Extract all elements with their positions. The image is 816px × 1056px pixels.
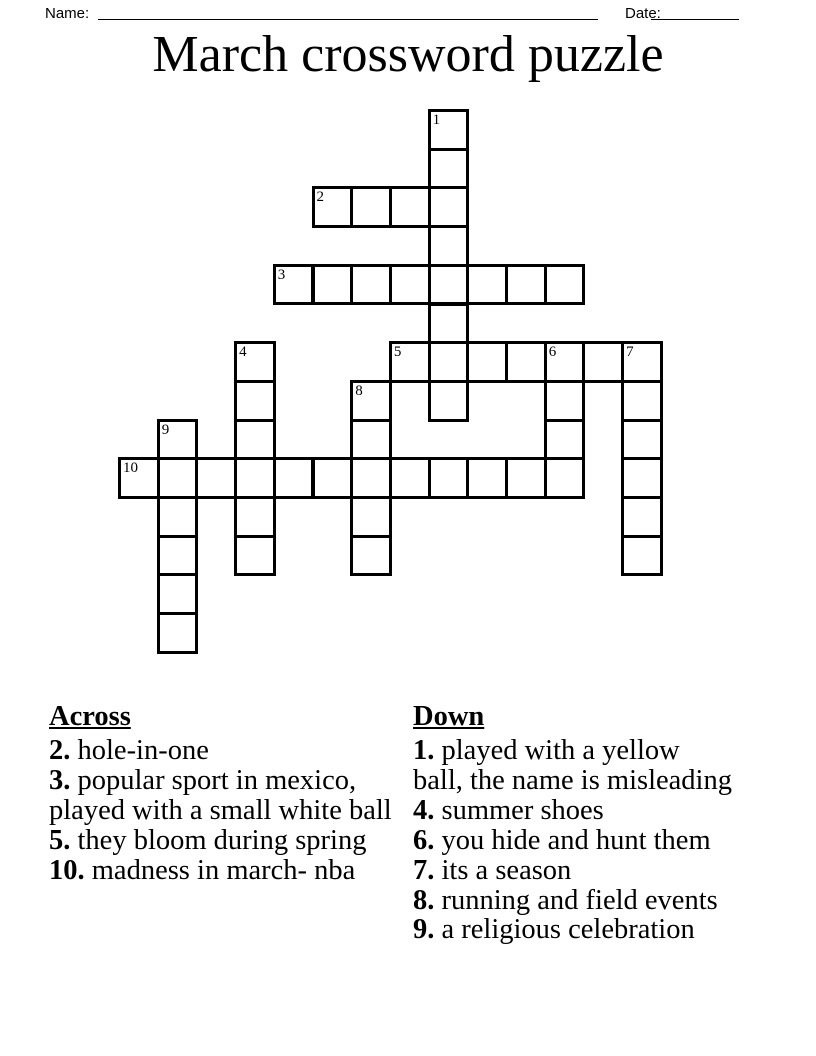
crossword-grid [118,109,678,669]
page-title: March crossword puzzle [152,26,664,83]
grid-cell[interactable] [389,341,431,383]
clue-item [49,856,403,886]
grid-cell[interactable] [466,341,508,383]
clue-item [413,856,773,886]
grid-cell[interactable] [544,457,586,499]
grid-cell[interactable] [428,148,470,190]
grid-cell[interactable] [466,264,508,306]
date-label: Date: [625,5,661,22]
grid-cell[interactable] [428,341,470,383]
clue-text-line: played with a small white ball [49,794,392,826]
cell-number: 6 [548,344,557,361]
across-clues-list [49,736,403,886]
grid-cell[interactable] [428,109,470,151]
grid-cell[interactable] [621,419,663,461]
clue-number: 8. [413,884,435,916]
name-input-line[interactable] [98,19,598,20]
grid-cell[interactable] [350,380,392,422]
grid-cell[interactable] [157,419,199,461]
clue-number: 6. [413,824,435,856]
grid-cell[interactable] [157,496,199,538]
clue-item [413,915,773,945]
grid-cell[interactable] [544,419,586,461]
grid-cell[interactable] [157,612,199,654]
clue-text-line: 1. played with a yellow [413,735,680,766]
down-heading: Down [413,701,485,732]
clue-item [49,826,403,856]
clue-number: 5. [49,824,71,856]
clue-item [413,736,773,796]
clue-number: 10. [49,854,85,886]
down-clues-section [413,700,773,945]
grid-cell[interactable] [544,264,586,306]
grid-cell[interactable] [505,457,547,499]
grid-cell[interactable] [350,457,392,499]
grid-cell[interactable] [505,341,547,383]
clue-text-line: 10. madness in march- nba [49,854,356,886]
clue-number: 7. [413,854,435,886]
down-clues-list [413,736,773,945]
clue-item [49,736,403,766]
date-input-line[interactable] [651,19,739,20]
clue-item [413,826,773,856]
grid-cell[interactable] [544,341,586,383]
clue-text-line: 5. they bloom during spring [49,824,367,856]
cell-number: 5 [393,344,402,361]
grid-cell[interactable] [621,457,663,499]
grid-cell[interactable] [428,225,470,267]
grid-cell[interactable] [389,264,431,306]
clue-text-line: 2. hole-in-one [49,735,209,766]
grid-cell[interactable] [621,341,663,383]
grid-cell[interactable] [157,457,199,499]
grid-cell[interactable] [234,419,276,461]
name-label: Name: [45,5,90,22]
cell-number: 4 [239,344,247,361]
clue-number: 1. [413,735,435,766]
grid-cell[interactable] [505,264,547,306]
grid-cell[interactable] [350,496,392,538]
across-heading: Across [49,701,131,732]
grid-cell[interactable] [621,380,663,422]
clue-number: 3. [49,764,71,796]
clue-number: 2. [49,735,71,766]
grid-cell[interactable] [428,186,470,228]
grid-cell[interactable] [273,457,315,499]
grid-cell[interactable] [428,380,470,422]
grid-cell[interactable] [428,303,470,345]
grid-cell[interactable] [621,535,663,577]
grid-cell[interactable] [621,496,663,538]
grid-cell[interactable] [389,186,431,228]
grid-cell[interactable] [234,380,276,422]
grid-cell[interactable] [157,573,199,615]
cell-number: 7 [626,344,634,361]
cell-number: 8 [355,382,363,399]
clue-text-line: 6. you hide and hunt them [413,824,711,856]
grid-cell[interactable] [312,264,354,306]
grid-cell[interactable] [273,264,315,306]
clue-text-line: 3. popular sport in mexico, [49,764,357,796]
clue-text-line: 8. running and field events [413,884,718,916]
cell-number: 3 [277,266,286,283]
grid-cell[interactable] [428,264,470,306]
grid-cell[interactable] [234,457,276,499]
clue-item [413,886,773,916]
grid-cell[interactable] [389,457,431,499]
clue-text-line: ball, the name is misleading [413,764,732,796]
clue-text-line: 9. a religious celebration [413,914,695,946]
cell-number: 1 [432,112,441,128]
grid-cell[interactable] [234,535,276,577]
clue-item [413,796,773,826]
grid-cell[interactable] [350,535,392,577]
grid-cell[interactable] [350,264,392,306]
across-clues-section [49,700,403,886]
clue-item [49,766,403,826]
grid-cell[interactable] [157,535,199,577]
clue-number: 9. [413,914,435,946]
clue-number: 4. [413,794,435,826]
grid-cell[interactable] [234,496,276,538]
grid-cell[interactable] [312,457,354,499]
grid-cell[interactable] [195,457,237,499]
grid-cell[interactable] [466,457,508,499]
cell-number: 10 [123,460,138,477]
grid-cell[interactable] [350,419,392,461]
clue-text-line: 7. its a season [413,854,572,886]
grid-cell[interactable] [312,186,354,228]
cell-number: 9 [161,421,170,438]
grid-cell[interactable] [350,186,392,228]
cell-number: 2 [316,189,324,206]
grid-cell[interactable] [118,457,160,499]
grid-cell[interactable] [582,341,624,383]
grid-cell[interactable] [544,380,586,422]
grid-cell[interactable] [428,457,470,499]
grid-cell[interactable] [234,341,276,383]
clue-text-line: 4. summer shoes [413,794,604,826]
